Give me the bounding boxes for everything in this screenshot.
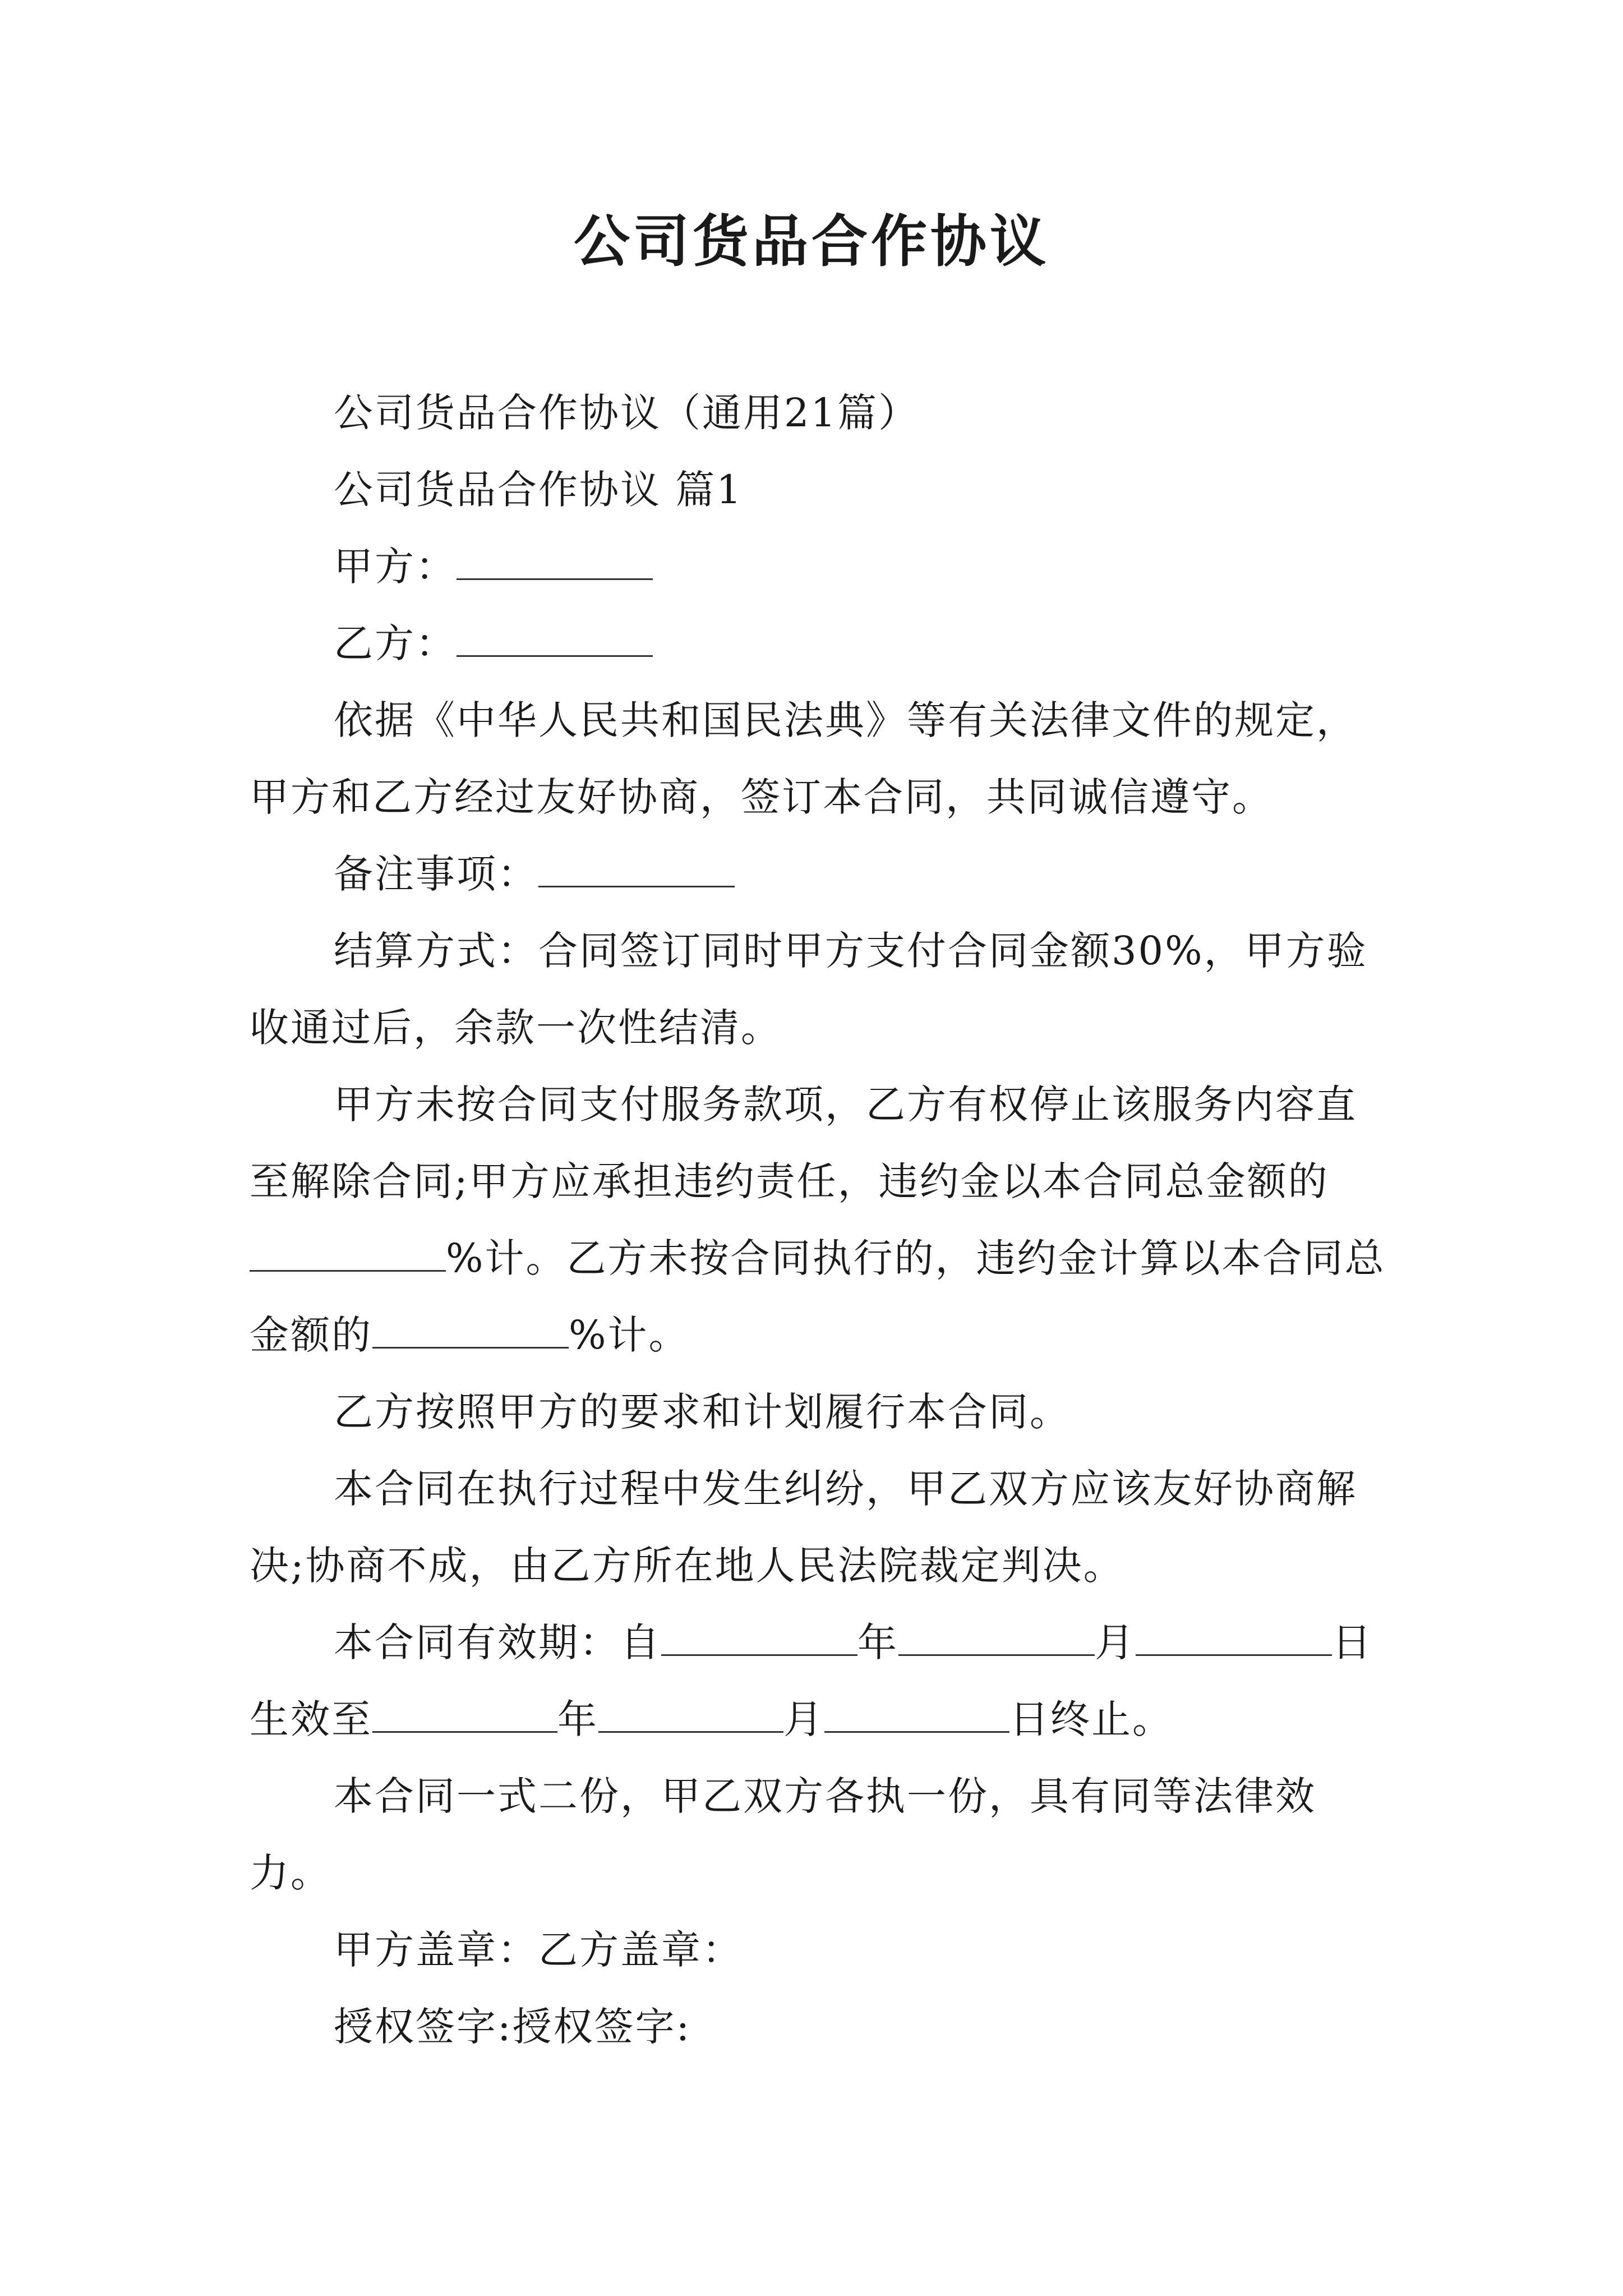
- validity-text-2: 年: [857, 1619, 898, 1665]
- validity-text-3: 月: [1095, 1619, 1136, 1665]
- validity-blank-end-year: [372, 1696, 557, 1733]
- party-a-blank: [457, 544, 653, 580]
- paragraph-party-a: [250, 528, 1388, 605]
- paragraph-basis: 依据《中华人民共和国民法典》等有关法律文件的规定，甲方和乙方经过友好协商，签订本合同，共同诚信遵守。: [250, 697, 1357, 820]
- paragraph-performance: 乙方按照甲方的要求和计划履行本合同。: [334, 1389, 1071, 1435]
- paragraph-section-heading: 公司货品合作协议 篇1: [334, 467, 743, 513]
- validity-blank-end-day: [824, 1696, 1009, 1733]
- paragraph-signatures: 授权签字:授权签字:: [334, 2004, 691, 2050]
- breach-text-2: %计。乙方未按合同执行的，违约金计算以本合同总金额的: [250, 1235, 1386, 1358]
- validity-blank-end-month: [598, 1696, 783, 1733]
- paragraph-dispute: 本合同在执行过程中发生纠纷，甲乙双方应该友好协商解决;协商不成，由乙方所在地人民法院裁定判决。: [250, 1466, 1357, 1589]
- validity-blank-start-day: [1136, 1619, 1332, 1656]
- party-a-label: 甲方：: [334, 544, 457, 590]
- breach-text-1: 甲方未按合同支付服务款项，乙方有权停止该服务内容直至解除合同;甲方应承担违约责任，违约金以本合同总金额的: [250, 1082, 1357, 1204]
- paragraph-validity: [250, 1604, 1388, 1758]
- breach-blank-1: [250, 1235, 446, 1272]
- validity-text-4: 日生效至: [250, 1619, 1373, 1742]
- validity-text-5: 年: [557, 1696, 598, 1742]
- paragraph-seals: 甲方盖章：乙方盖章：: [334, 1927, 743, 1973]
- paragraph-settlement: 结算方式：合同签订同时甲方支付合同金额30%，甲方验收通过后，余款一次性结清。: [250, 928, 1368, 1051]
- paragraph-remarks: [250, 836, 1388, 913]
- paragraph-breach: [250, 1066, 1388, 1374]
- paragraph-subtitle: 公司货品合作协议（通用21篇）: [334, 390, 920, 436]
- validity-blank-start-year: [661, 1619, 857, 1656]
- document-title: 公司货品合作协议: [574, 208, 1049, 274]
- remarks-label: 备注事项：: [334, 851, 538, 897]
- document-body: [250, 375, 1388, 2065]
- validity-text-6: 月: [783, 1696, 824, 1742]
- paragraph-copies: 本合同一式二份，甲乙双方各执一份，具有同等法律效力。: [250, 1773, 1316, 1896]
- validity-blank-start-month: [898, 1619, 1095, 1656]
- remarks-blank: [538, 851, 735, 887]
- paragraph-party-b: [250, 605, 1388, 682]
- validity-text-7: 日终止。: [1009, 1696, 1173, 1742]
- party-b-blank: [457, 620, 653, 657]
- breach-blank-2: [372, 1312, 569, 1349]
- party-b-label: 乙方：: [334, 620, 457, 666]
- validity-text-1: 本合同有效期：自: [334, 1619, 661, 1665]
- breach-text-3: %计。: [569, 1312, 690, 1358]
